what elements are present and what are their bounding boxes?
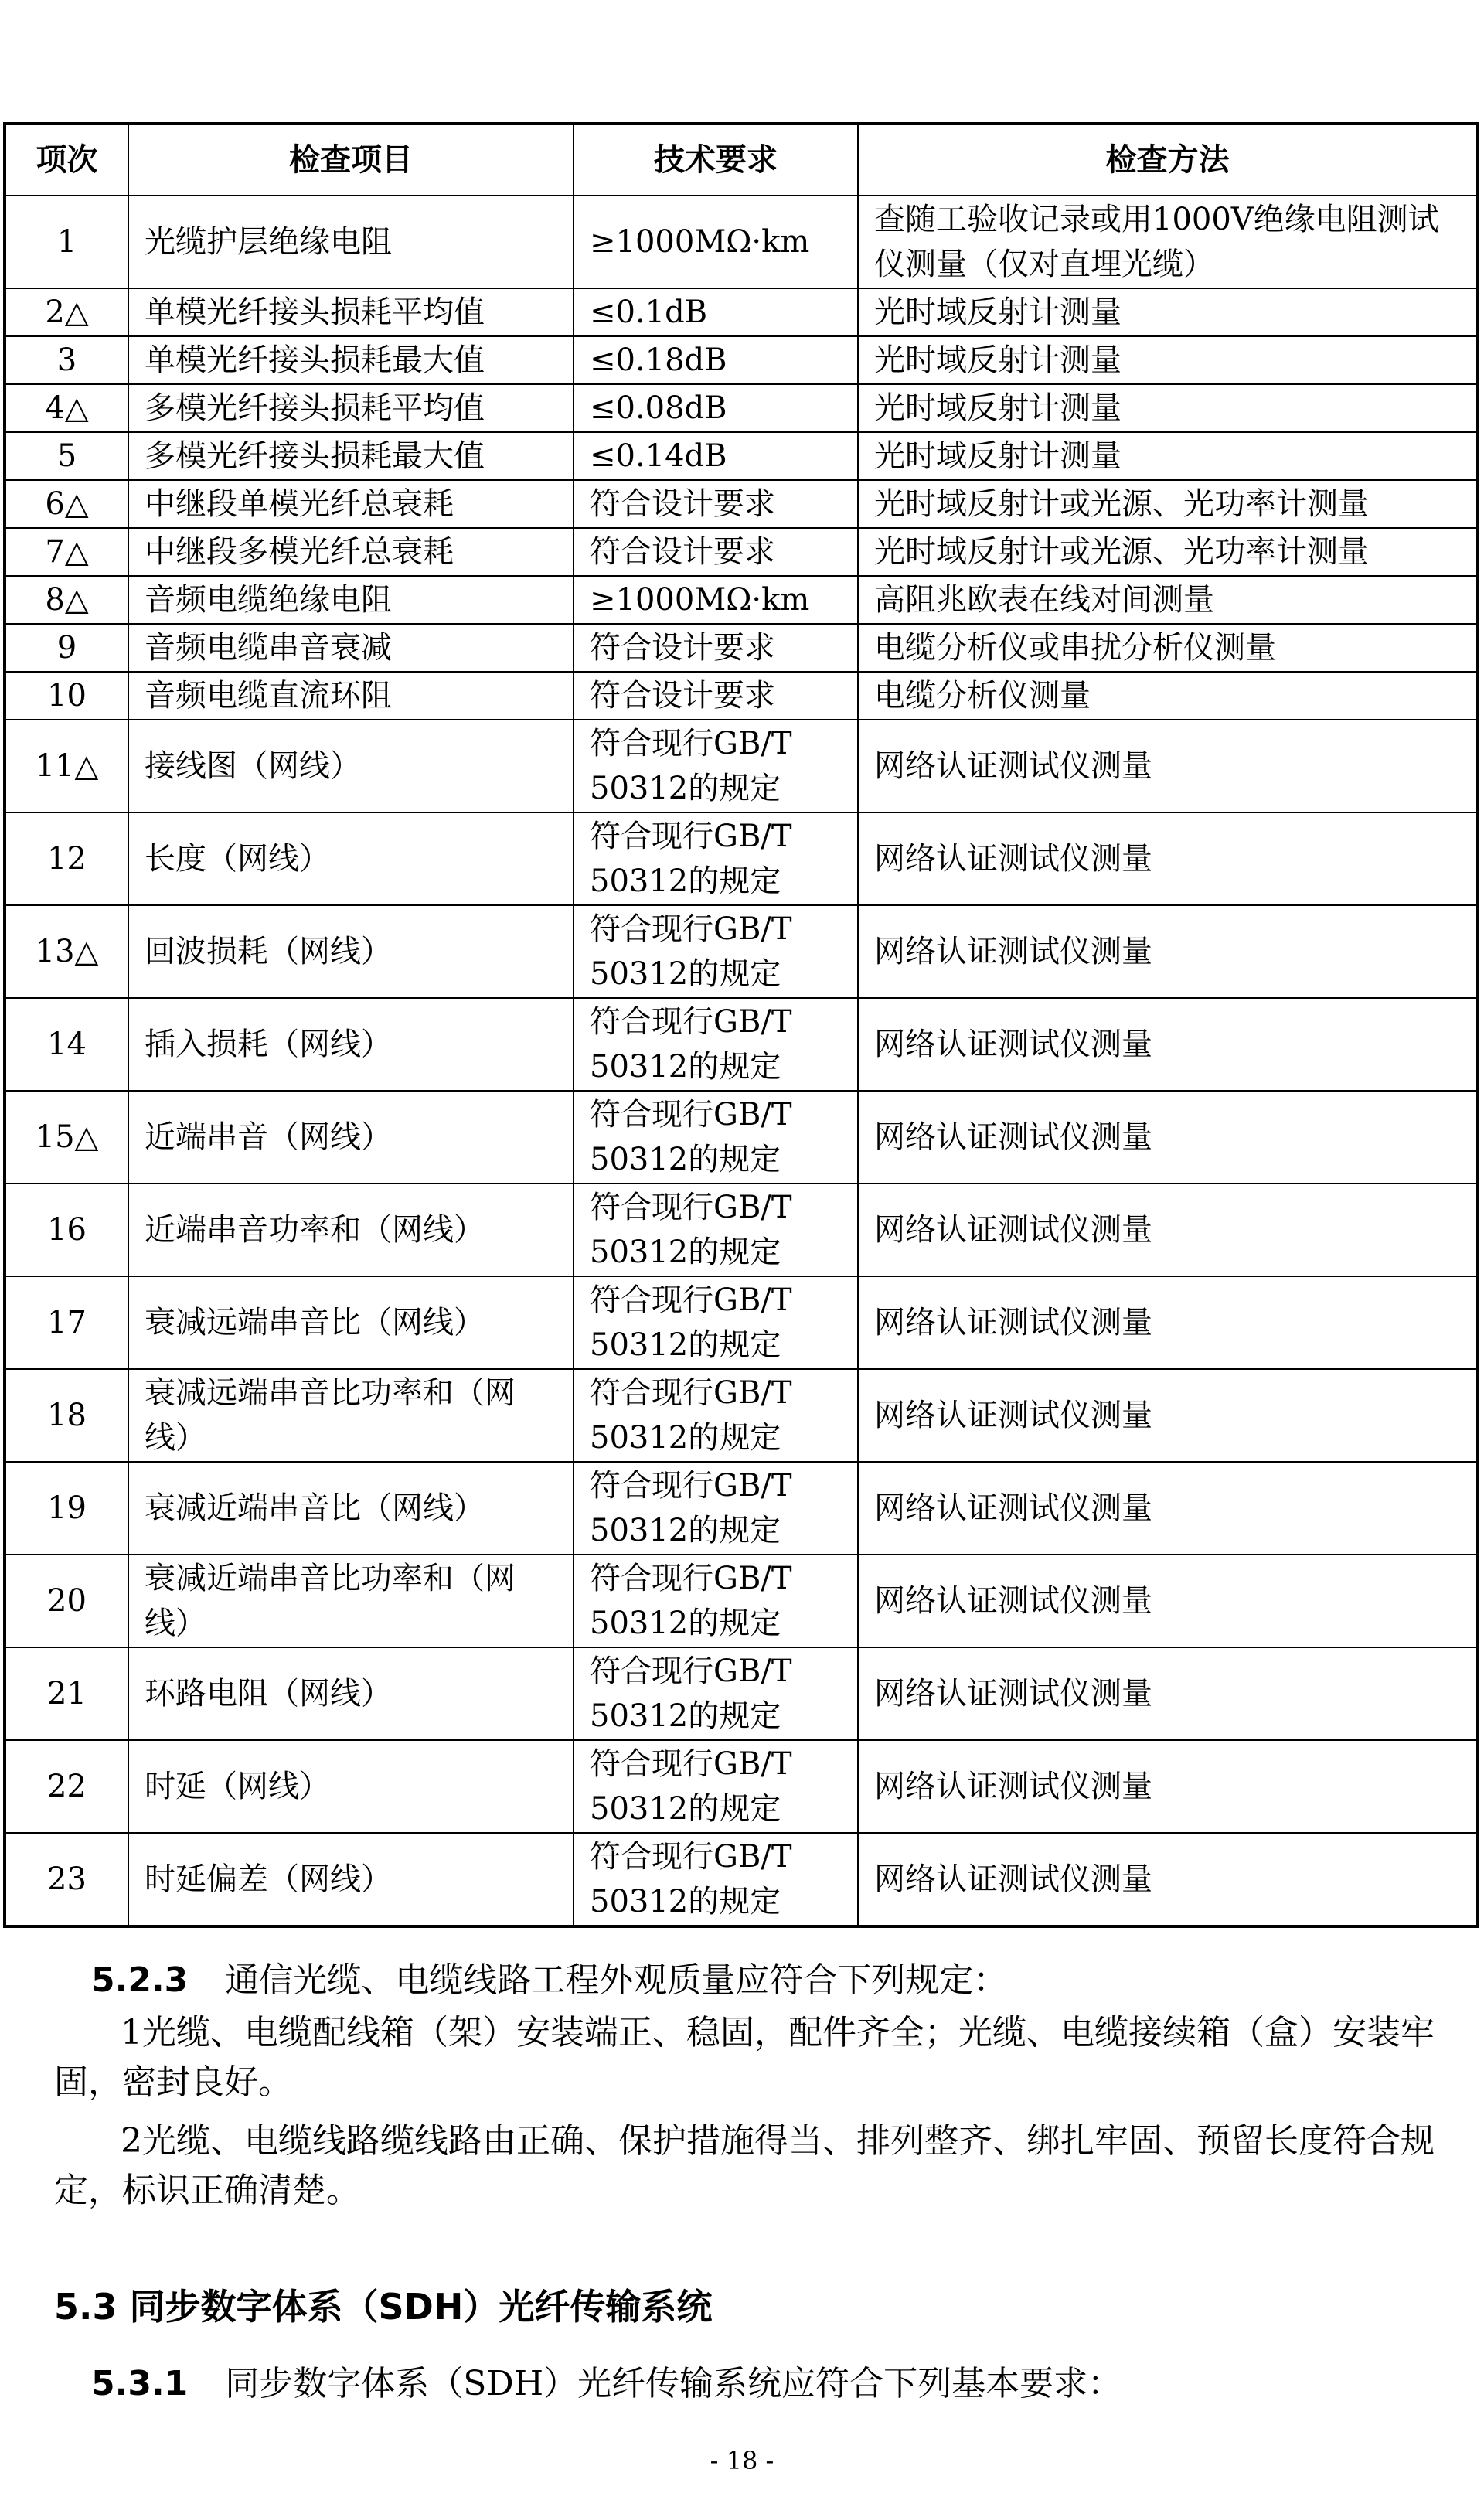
row-method: 电缆分析仪测量 — [858, 672, 1478, 720]
table-row — [5, 528, 1478, 576]
row-requirement: 符合现行GB/T 50312的规定 — [574, 1647, 858, 1740]
row-index: 12 — [5, 812, 128, 905]
row-index: 8△ — [5, 576, 128, 624]
row-requirement: 符合现行GB/T 50312的规定 — [574, 1276, 858, 1369]
row-method: 电缆分析仪或串扰分析仪测量 — [858, 624, 1478, 672]
clause-text: 通信光缆、电缆线路工程外观质量应符合下列规定： — [225, 1960, 1008, 2000]
row-item: 中继段多模光纤总衰耗 — [128, 528, 574, 576]
clause-5-2-3 — [0, 1956, 1484, 2005]
row-requirement: 符合现行GB/T 50312的规定 — [574, 1555, 858, 1647]
clause-5-2-3-item-2: 2光缆、电缆线路缆线路由正确、保护措施得当、排列整齐、绑扎牢固、预留长度符合规定，标识正确清楚。 — [54, 2121, 1435, 2210]
row-requirement: ≤0.18dB — [574, 336, 858, 384]
header-method: 检查方法 — [858, 124, 1478, 196]
header-item: 检查项目 — [128, 124, 574, 196]
row-requirement: 符合现行GB/T 50312的规定 — [574, 905, 858, 998]
row-index: 11△ — [5, 720, 128, 812]
row-method: 网络认证测试仪测量 — [858, 812, 1478, 905]
table-row — [5, 432, 1478, 480]
row-method: 光时域反射计测量 — [858, 432, 1478, 480]
row-requirement: 符合现行GB/T 50312的规定 — [574, 812, 858, 905]
row-index: 4△ — [5, 384, 128, 432]
table-row — [5, 1369, 1478, 1462]
row-method: 光时域反射计或光源、光功率计测量 — [858, 528, 1478, 576]
row-method: 高阻兆欧表在线对间测量 — [858, 576, 1478, 624]
row-item: 单模光纤接头损耗平均值 — [128, 288, 574, 336]
table-row — [5, 624, 1478, 672]
clause-number: 5.2.3 — [91, 1960, 189, 2000]
row-item: 长度（网线） — [128, 812, 574, 905]
row-index: 15△ — [5, 1091, 128, 1184]
row-requirement: 符合设计要求 — [574, 528, 858, 576]
page-number: - 18 - — [710, 2446, 774, 2475]
row-item: 多模光纤接头损耗平均值 — [128, 384, 574, 432]
row-index: 13△ — [5, 905, 128, 998]
row-method: 网络认证测试仪测量 — [858, 1462, 1478, 1555]
row-requirement: ≥1000MΩ·km — [574, 196, 858, 288]
row-item: 插入损耗（网线） — [128, 998, 574, 1091]
table-row — [5, 576, 1478, 624]
row-index: 21 — [5, 1647, 128, 1740]
row-method: 网络认证测试仪测量 — [858, 1369, 1478, 1462]
clause-number: 5.3.1 — [91, 2364, 189, 2403]
row-method: 光时域反射计测量 — [858, 336, 1478, 384]
row-index: 16 — [5, 1184, 128, 1276]
table-body — [5, 196, 1478, 1926]
inspection-table — [3, 122, 1479, 1928]
table-row — [5, 720, 1478, 812]
table-row — [5, 1647, 1478, 1740]
table-row — [5, 1555, 1478, 1647]
table-row — [5, 1740, 1478, 1833]
table-row — [5, 905, 1478, 998]
table-row — [5, 998, 1478, 1091]
table-header-row — [5, 124, 1478, 196]
row-index: 3 — [5, 336, 128, 384]
row-index: 22 — [5, 1740, 128, 1833]
row-item: 光缆护层绝缘电阻 — [128, 196, 574, 288]
row-requirement: 符合现行GB/T 50312的规定 — [574, 720, 858, 812]
row-item: 近端串音功率和（网线） — [128, 1184, 574, 1276]
row-item: 衰减近端串音比功率和（网线） — [128, 1555, 574, 1647]
row-requirement: 符合设计要求 — [574, 480, 858, 528]
table-row — [5, 336, 1478, 384]
row-method: 网络认证测试仪测量 — [858, 1184, 1478, 1276]
table-row — [5, 672, 1478, 720]
row-index: 9 — [5, 624, 128, 672]
row-requirement: 符合现行GB/T 50312的规定 — [574, 1091, 858, 1184]
row-index: 2△ — [5, 288, 128, 336]
row-item: 单模光纤接头损耗最大值 — [128, 336, 574, 384]
row-method: 网络认证测试仪测量 — [858, 998, 1478, 1091]
row-requirement: ≤0.08dB — [574, 384, 858, 432]
row-item: 音频电缆直流环阻 — [128, 672, 574, 720]
row-method: 网络认证测试仪测量 — [858, 1555, 1478, 1647]
row-item: 衰减近端串音比（网线） — [128, 1462, 574, 1555]
section-heading-5-3: 5.3 同步数字体系（SDH）光纤传输系统 — [54, 2286, 713, 2328]
row-item: 中继段单模光纤总衰耗 — [128, 480, 574, 528]
row-index: 19 — [5, 1462, 128, 1555]
row-index: 6△ — [5, 480, 128, 528]
table-row — [5, 1833, 1478, 1926]
row-index: 1 — [5, 196, 128, 288]
row-requirement: 符合现行GB/T 50312的规定 — [574, 1833, 858, 1926]
row-item: 多模光纤接头损耗最大值 — [128, 432, 574, 480]
table-row — [5, 812, 1478, 905]
row-method: 查随工验收记录或用1000V绝缘电阻测试仪测量（仅对直埋光缆） — [858, 196, 1478, 288]
row-method: 光时域反射计测量 — [858, 384, 1478, 432]
row-requirement: 符合设计要求 — [574, 624, 858, 672]
row-requirement: ≤0.1dB — [574, 288, 858, 336]
row-index: 7△ — [5, 528, 128, 576]
table-row — [5, 1091, 1478, 1184]
row-method: 网络认证测试仪测量 — [858, 1740, 1478, 1833]
row-item: 音频电缆串音衰减 — [128, 624, 574, 672]
row-requirement: 符合现行GB/T 50312的规定 — [574, 1740, 858, 1833]
header-requirement: 技术要求 — [574, 124, 858, 196]
row-item: 接线图（网线） — [128, 720, 574, 812]
row-requirement: 符合设计要求 — [574, 672, 858, 720]
row-method: 网络认证测试仪测量 — [858, 1091, 1478, 1184]
clause-text: 同步数字体系（SDH）光纤传输系统应符合下列基本要求： — [225, 2364, 1122, 2403]
row-requirement: 符合现行GB/T 50312的规定 — [574, 1184, 858, 1276]
table-row — [5, 480, 1478, 528]
row-index: 20 — [5, 1555, 128, 1647]
header-index: 项次 — [5, 124, 128, 196]
row-requirement: 符合现行GB/T 50312的规定 — [574, 1462, 858, 1555]
table-row — [5, 1276, 1478, 1369]
clause-5-2-3-item-1: 1光缆、电缆配线箱（架）安装端正、稳固，配件齐全；光缆、电缆接续箱（盒）安装牢固，密封良好。 — [54, 2013, 1435, 2102]
table-row — [5, 1184, 1478, 1276]
row-index: 18 — [5, 1369, 128, 1462]
row-index: 23 — [5, 1833, 128, 1926]
row-requirement: ≥1000MΩ·km — [574, 576, 858, 624]
row-item: 衰减远端串音比功率和（网线） — [128, 1369, 574, 1462]
row-item: 回波损耗（网线） — [128, 905, 574, 998]
row-requirement: ≤0.14dB — [574, 432, 858, 480]
table-row — [5, 384, 1478, 432]
row-method: 光时域反射计测量 — [858, 288, 1478, 336]
table-row — [5, 1462, 1478, 1555]
clause-5-3-1 — [0, 2359, 1484, 2409]
row-item: 环路电阻（网线） — [128, 1647, 574, 1740]
table-row — [5, 196, 1478, 288]
row-method: 网络认证测试仪测量 — [858, 1276, 1478, 1369]
row-item: 衰减远端串音比（网线） — [128, 1276, 574, 1369]
table-row — [5, 288, 1478, 336]
row-method: 网络认证测试仪测量 — [858, 1647, 1478, 1740]
row-item: 音频电缆绝缘电阻 — [128, 576, 574, 624]
row-requirement: 符合现行GB/T 50312的规定 — [574, 1369, 858, 1462]
row-index: 5 — [5, 432, 128, 480]
row-requirement: 符合现行GB/T 50312的规定 — [574, 998, 858, 1091]
row-method: 网络认证测试仪测量 — [858, 905, 1478, 998]
row-index: 17 — [5, 1276, 128, 1369]
row-item: 近端串音（网线） — [128, 1091, 574, 1184]
row-index: 14 — [5, 998, 128, 1091]
row-item: 时延（网线） — [128, 1740, 574, 1833]
row-method: 网络认证测试仪测量 — [858, 720, 1478, 812]
row-method: 网络认证测试仪测量 — [858, 1833, 1478, 1926]
row-method: 光时域反射计或光源、光功率计测量 — [858, 480, 1478, 528]
row-index: 10 — [5, 672, 128, 720]
row-item: 时延偏差（网线） — [128, 1833, 574, 1926]
